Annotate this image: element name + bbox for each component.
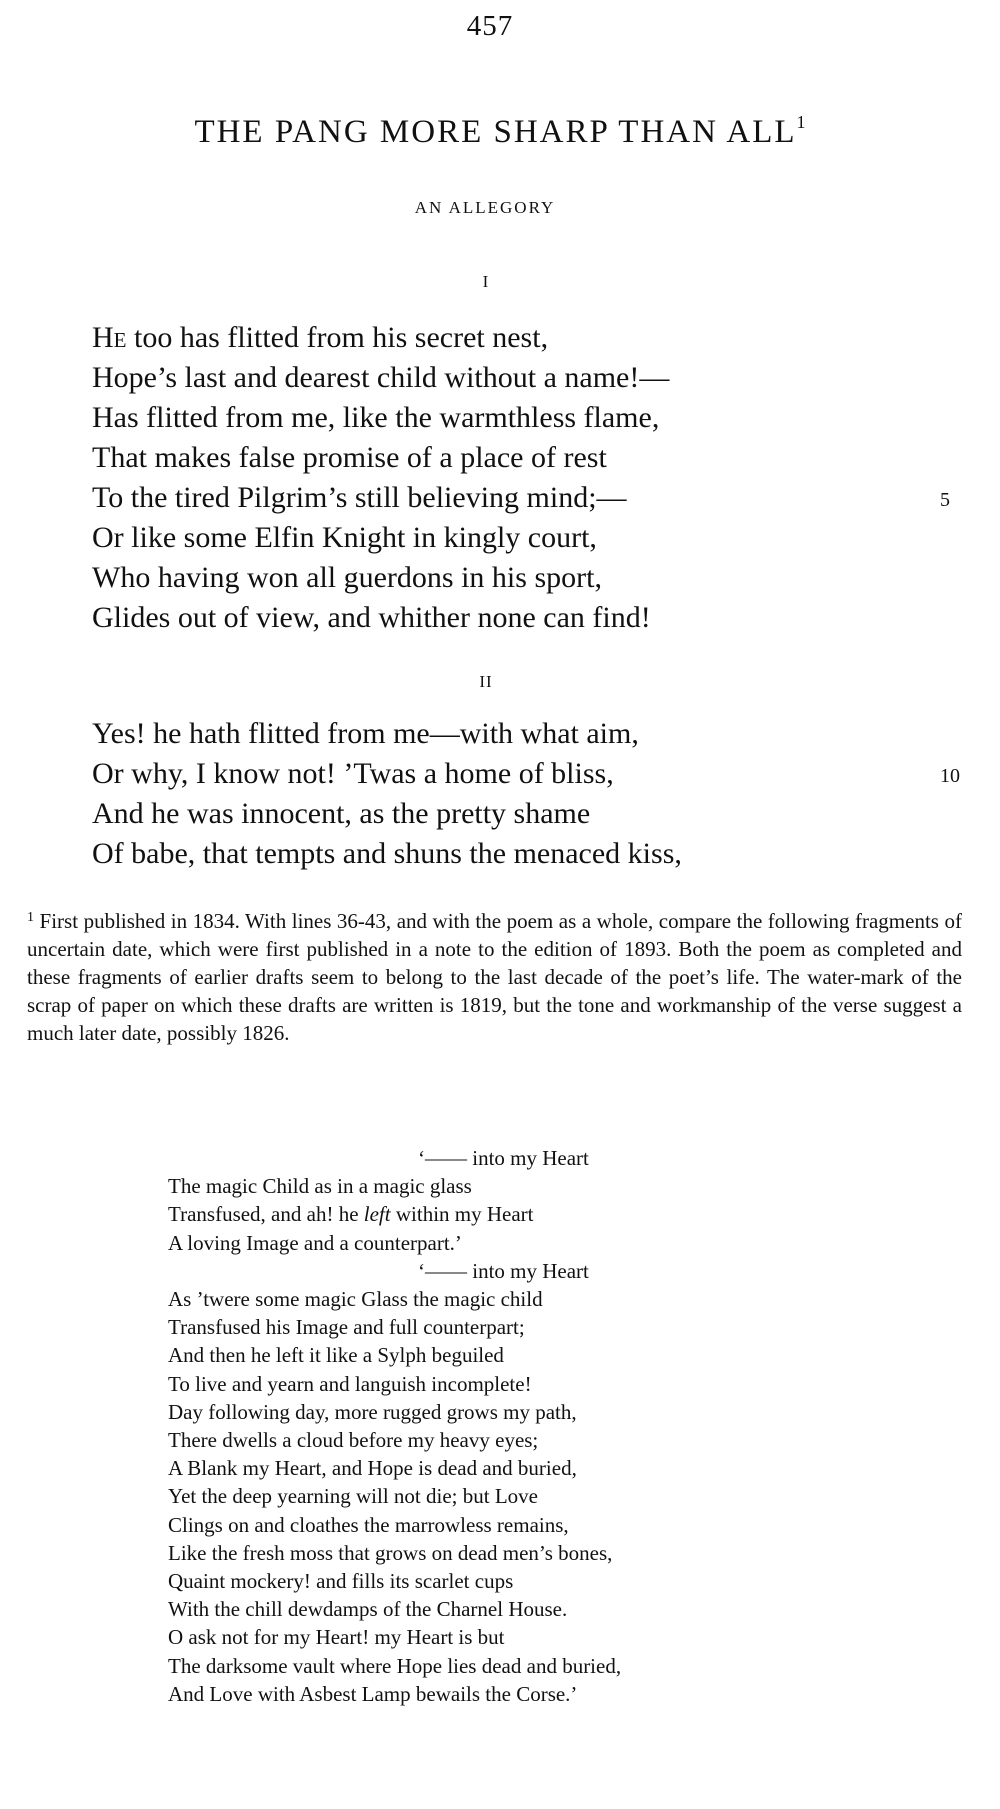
italic-word: left (363, 1202, 391, 1227)
verse-line: Who having won all guerdons in his sport, (92, 561, 602, 594)
fragment-heading: ‘—— into my Heart (418, 1258, 589, 1283)
stanza-numeral-2: II (479, 672, 493, 691)
fragment-line: Day following day, more rugged grows my path, (168, 1399, 577, 1424)
fragment-line: The darksome vault where Hope lies dead and buried, (168, 1653, 622, 1678)
fragment-line: A loving Image and a counterpart.’ (168, 1230, 462, 1255)
footnote-text: First published in 1834. With lines 36-43, and with the poem as a whole, compare the following fragments of uncertain date, which were first published in a note to the edition of 1893. Both the poem as completed and these fragments of earlier drafts seem to belong to the last decade of the poet’s life. The water-mark of the scrap of paper on which these drafts are written is 1819, but the tone and workmanship of the verse suggest a much later date, possibly 1826. (27, 909, 962, 1045)
fragment-line: Like the fresh moss that grows on dead men’s bones, (168, 1540, 613, 1565)
footnote-mark: 1 (27, 910, 34, 925)
stanza-2 (92, 714, 960, 874)
fragment-line: Quaint mockery! and fills its scarlet cups (168, 1569, 514, 1594)
verse-line: Of babe, that tempts and shuns the menaced kiss, (92, 837, 682, 870)
line-number: 10 (940, 765, 960, 787)
drop-word: He (92, 321, 127, 354)
poem-subtitle: AN ALLEGORY (414, 198, 556, 217)
fragment-line: With the chill dewdamps of the Charnel House. (168, 1597, 568, 1622)
fragment-line: O ask not for my Heart! my Heart is but (168, 1625, 505, 1650)
fragment-line: Transfused his Image and full counterpart; (168, 1315, 525, 1340)
stanza-1 (92, 318, 950, 638)
verse-line: That makes false promise of a place of rest (92, 441, 607, 474)
footnote (27, 904, 962, 1047)
verse-line: Glides out of view, and whither none can find! (92, 601, 651, 634)
verse-line: Hope’s last and dearest child without a name!— (92, 361, 670, 394)
fragment-line: The magic Child as in a magic glass (168, 1174, 472, 1199)
fragment-line: There dwells a cloud before my heavy eyes; (168, 1428, 539, 1453)
fragment-heading: ‘—— into my Heart (418, 1146, 589, 1170)
fragment-line: And Love with Asbest Lamp bewails the Corse.’ (168, 1681, 578, 1706)
stanza-numeral-1: I (482, 272, 490, 291)
line-number: 5 (940, 489, 950, 511)
fragment-line: Yet the deep yearning will not die; but Love (168, 1484, 538, 1509)
fragment-line: To live and yearn and languish incomplete! (168, 1371, 532, 1396)
fragment-line: And then he left it like a Sylph beguiled (168, 1343, 504, 1368)
footnote-reference[interactable]: 1 (796, 112, 806, 132)
poem-title (0, 112, 1000, 151)
fragment-line: Transfused, and ah! he left within my Heart (168, 1202, 534, 1227)
fragment-line: Clings on and cloathes the marrowless remains, (168, 1512, 569, 1537)
poem-title-text: THE PANG MORE SHARP THAN ALL (194, 114, 797, 150)
fragment-line: A Blank my Heart, and Hope is dead and buried, (168, 1456, 577, 1481)
verse-line: And he was innocent, as the pretty shame (92, 797, 591, 830)
fragment-block (168, 1144, 621, 1708)
fragment-line: As ’twere some magic Glass the magic child (168, 1287, 543, 1312)
page-number: 457 (466, 10, 514, 42)
verse-line: Or like some Elfin Knight in kingly court, (92, 521, 597, 554)
verse-line: To the tired Pilgrim’s still believing mind;— 5 (92, 478, 669, 518)
verse-line: He too has flitted from his secret nest, (92, 321, 549, 354)
verse-line: Or why, I know not! ’Twas a home of bliss, 10 (92, 754, 682, 794)
verse-line: Yes! he hath flitted from me—with what aim, (92, 717, 639, 750)
verse-line: Has flitted from me, like the warmthless flame, (92, 401, 660, 434)
